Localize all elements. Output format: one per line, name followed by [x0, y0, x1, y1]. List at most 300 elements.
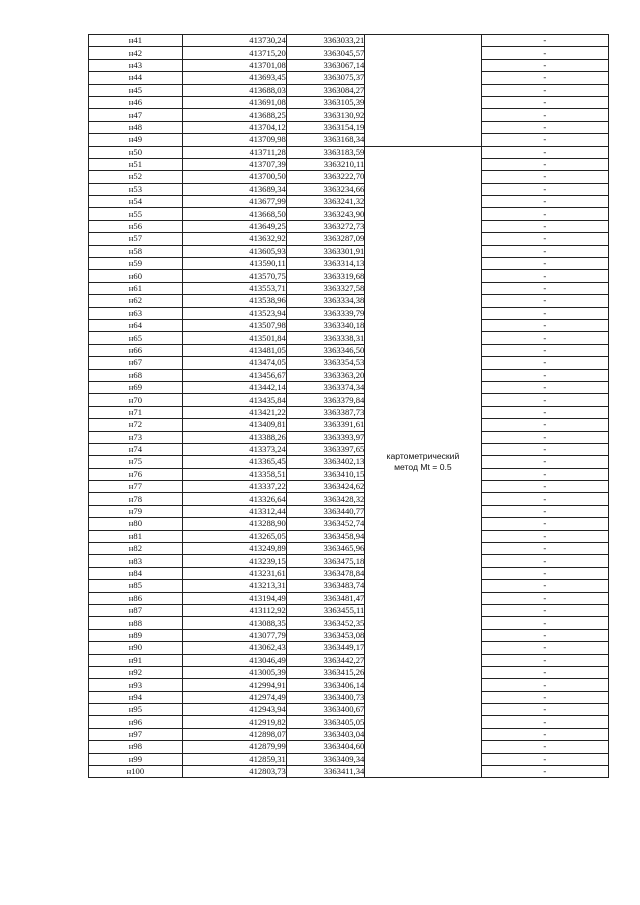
point-number-cell: н96: [89, 716, 183, 728]
table-row: [89, 592, 609, 604]
x-coordinate-cell: 413553,71: [182, 282, 286, 294]
point-number-cell: н52: [89, 171, 183, 183]
y-coordinate-cell: 3363319,68: [286, 270, 365, 282]
table-row: [89, 580, 609, 592]
description-cell: -: [481, 567, 608, 579]
y-coordinate-cell: 3363243,90: [286, 208, 365, 220]
table-row: [89, 753, 609, 765]
table-row: [89, 319, 609, 331]
table-row: [89, 134, 609, 146]
y-coordinate-cell: 3363483,74: [286, 580, 365, 592]
description-cell: -: [481, 369, 608, 381]
point-number-cell: н64: [89, 319, 183, 331]
point-number-cell: н83: [89, 555, 183, 567]
table-row: [89, 468, 609, 480]
point-number-cell: н62: [89, 295, 183, 307]
point-number-cell: н65: [89, 332, 183, 344]
x-coordinate-cell: 413112,92: [182, 604, 286, 616]
y-coordinate-cell: 3363272,73: [286, 220, 365, 232]
description-cell: -: [481, 642, 608, 654]
table-row: [89, 567, 609, 579]
x-coordinate-cell: 413005,39: [182, 666, 286, 678]
x-coordinate-cell: 412859,31: [182, 753, 286, 765]
point-number-cell: н72: [89, 419, 183, 431]
x-coordinate-cell: 413373,24: [182, 443, 286, 455]
table-row: [89, 369, 609, 381]
table-row: [89, 344, 609, 356]
point-number-cell: н82: [89, 543, 183, 555]
description-cell: -: [481, 629, 608, 641]
point-number-cell: н55: [89, 208, 183, 220]
description-cell: -: [481, 406, 608, 418]
x-coordinate-cell: 413481,05: [182, 344, 286, 356]
point-number-cell: н76: [89, 468, 183, 480]
description-cell: -: [481, 419, 608, 431]
description-cell: -: [481, 121, 608, 133]
description-cell: -: [481, 741, 608, 753]
x-coordinate-cell: 413442,14: [182, 381, 286, 393]
description-cell: -: [481, 307, 608, 319]
y-coordinate-cell: 3363339,79: [286, 307, 365, 319]
point-number-cell: н61: [89, 282, 183, 294]
description-cell: -: [481, 617, 608, 629]
description-cell: -: [481, 691, 608, 703]
point-number-cell: н89: [89, 629, 183, 641]
point-number-cell: н49: [89, 134, 183, 146]
description-cell: -: [481, 580, 608, 592]
y-coordinate-cell: 3363409,34: [286, 753, 365, 765]
description-cell: -: [481, 158, 608, 170]
point-number-cell: н78: [89, 493, 183, 505]
y-coordinate-cell: 3363475,18: [286, 555, 365, 567]
description-cell: -: [481, 505, 608, 517]
description-cell: -: [481, 146, 608, 158]
table-row: [89, 35, 609, 47]
table-row: [89, 233, 609, 245]
table-row: [89, 109, 609, 121]
y-coordinate-cell: 3363067,14: [286, 59, 365, 71]
y-coordinate-cell: 3363400,67: [286, 704, 365, 716]
x-coordinate-cell: 413523,94: [182, 307, 286, 319]
y-coordinate-cell: 3363338,31: [286, 332, 365, 344]
point-number-cell: н45: [89, 84, 183, 96]
table-row: [89, 96, 609, 108]
point-number-cell: н77: [89, 481, 183, 493]
description-cell: -: [481, 357, 608, 369]
x-coordinate-cell: 413689,34: [182, 183, 286, 195]
description-cell: -: [481, 196, 608, 208]
table-row: [89, 766, 609, 778]
point-number-cell: н48: [89, 121, 183, 133]
x-coordinate-cell: 412919,82: [182, 716, 286, 728]
description-cell: -: [481, 258, 608, 270]
description-cell: -: [481, 295, 608, 307]
y-coordinate-cell: 3363465,96: [286, 543, 365, 555]
table-row: [89, 679, 609, 691]
description-cell: -: [481, 183, 608, 195]
y-coordinate-cell: 3363354,53: [286, 357, 365, 369]
table-row: [89, 171, 609, 183]
description-cell: -: [481, 456, 608, 468]
x-coordinate-cell: 413501,84: [182, 332, 286, 344]
x-coordinate-cell: 412803,73: [182, 766, 286, 778]
point-number-cell: н90: [89, 642, 183, 654]
y-coordinate-cell: 3363340,18: [286, 319, 365, 331]
method-text-line: метод Mt = 0.5: [394, 461, 452, 472]
point-number-cell: н97: [89, 728, 183, 740]
y-coordinate-cell: 3363458,94: [286, 530, 365, 542]
description-cell: -: [481, 679, 608, 691]
point-number-cell: н73: [89, 431, 183, 443]
description-cell: -: [481, 518, 608, 530]
y-coordinate-cell: 3363424,62: [286, 481, 365, 493]
table-row: [89, 629, 609, 641]
x-coordinate-cell: 413709,98: [182, 134, 286, 146]
description-cell: -: [481, 208, 608, 220]
description-cell: -: [481, 319, 608, 331]
y-coordinate-cell: 3363130,92: [286, 109, 365, 121]
point-number-cell: н66: [89, 344, 183, 356]
x-coordinate-cell: 412943,94: [182, 704, 286, 716]
x-coordinate-cell: 413388,26: [182, 431, 286, 443]
point-number-cell: н46: [89, 96, 183, 108]
description-cell: -: [481, 233, 608, 245]
x-coordinate-cell: 413704,12: [182, 121, 286, 133]
description-cell: -: [481, 134, 608, 146]
x-coordinate-cell: 412879,99: [182, 741, 286, 753]
y-coordinate-cell: 3363084,27: [286, 84, 365, 96]
table-row: [89, 282, 609, 294]
point-number-cell: н85: [89, 580, 183, 592]
x-coordinate-cell: 412974,49: [182, 691, 286, 703]
point-number-cell: н92: [89, 666, 183, 678]
table-row: [89, 394, 609, 406]
table-row: [89, 728, 609, 740]
y-coordinate-cell: 3363045,57: [286, 47, 365, 59]
point-number-cell: н74: [89, 443, 183, 455]
table-row: [89, 245, 609, 257]
table-row: [89, 493, 609, 505]
y-coordinate-cell: 3363393,97: [286, 431, 365, 443]
description-cell: -: [481, 332, 608, 344]
point-number-cell: н88: [89, 617, 183, 629]
y-coordinate-cell: 3363453,08: [286, 629, 365, 641]
y-coordinate-cell: 3363410,15: [286, 468, 365, 480]
table-row: [89, 146, 609, 158]
y-coordinate-cell: 3363379,84: [286, 394, 365, 406]
y-coordinate-cell: 3363404,60: [286, 741, 365, 753]
table-row: [89, 617, 609, 629]
table-row: [89, 47, 609, 59]
y-coordinate-cell: 3363154,19: [286, 121, 365, 133]
description-cell: -: [481, 654, 608, 666]
point-number-cell: н51: [89, 158, 183, 170]
table-row: [89, 208, 609, 220]
x-coordinate-cell: 413538,96: [182, 295, 286, 307]
table-row: [89, 406, 609, 418]
point-number-cell: н41: [89, 35, 183, 47]
x-coordinate-cell: 413605,93: [182, 245, 286, 257]
x-coordinate-cell: 413730,24: [182, 35, 286, 47]
point-number-cell: н81: [89, 530, 183, 542]
x-coordinate-cell: 413337,22: [182, 481, 286, 493]
x-coordinate-cell: 413249,89: [182, 543, 286, 555]
point-number-cell: н58: [89, 245, 183, 257]
y-coordinate-cell: 3363455,11: [286, 604, 365, 616]
description-cell: -: [481, 543, 608, 555]
description-cell: -: [481, 381, 608, 393]
table-row: [89, 381, 609, 393]
description-cell: -: [481, 766, 608, 778]
y-coordinate-cell: 3363481,47: [286, 592, 365, 604]
y-coordinate-cell: 3363478,84: [286, 567, 365, 579]
description-cell: -: [481, 344, 608, 356]
table-row: [89, 295, 609, 307]
y-coordinate-cell: 3363222,70: [286, 171, 365, 183]
description-cell: -: [481, 443, 608, 455]
table-row: [89, 604, 609, 616]
table-row: [89, 258, 609, 270]
x-coordinate-cell: 413507,98: [182, 319, 286, 331]
method-cell: [365, 146, 481, 778]
x-coordinate-cell: 413590,11: [182, 258, 286, 270]
x-coordinate-cell: 413358,51: [182, 468, 286, 480]
table-row: [89, 84, 609, 96]
x-coordinate-cell: 413715,20: [182, 47, 286, 59]
y-coordinate-cell: 3363287,09: [286, 233, 365, 245]
y-coordinate-cell: 3363402,13: [286, 456, 365, 468]
x-coordinate-cell: 413231,61: [182, 567, 286, 579]
x-coordinate-cell: 413046,49: [182, 654, 286, 666]
description-cell: -: [481, 666, 608, 678]
description-cell: -: [481, 704, 608, 716]
point-number-cell: н47: [89, 109, 183, 121]
table-row: [89, 419, 609, 431]
table-row: [89, 704, 609, 716]
description-cell: -: [481, 530, 608, 542]
y-coordinate-cell: 3363387,73: [286, 406, 365, 418]
x-coordinate-cell: 413668,50: [182, 208, 286, 220]
description-cell: -: [481, 592, 608, 604]
x-coordinate-cell: 413077,79: [182, 629, 286, 641]
y-coordinate-cell: 3363234,66: [286, 183, 365, 195]
point-number-cell: н95: [89, 704, 183, 716]
y-coordinate-cell: 3363440,77: [286, 505, 365, 517]
description-cell: -: [481, 171, 608, 183]
description-cell: -: [481, 59, 608, 71]
description-cell: -: [481, 109, 608, 121]
x-coordinate-cell: 413288,90: [182, 518, 286, 530]
x-coordinate-cell: 413711,28: [182, 146, 286, 158]
point-number-cell: н75: [89, 456, 183, 468]
description-cell: -: [481, 84, 608, 96]
table-row: [89, 543, 609, 555]
y-coordinate-cell: 3363210,11: [286, 158, 365, 170]
y-coordinate-cell: 3363183,59: [286, 146, 365, 158]
point-number-cell: н68: [89, 369, 183, 381]
point-number-cell: н57: [89, 233, 183, 245]
table-row: [89, 555, 609, 567]
point-number-cell: н63: [89, 307, 183, 319]
y-coordinate-cell: 3363452,35: [286, 617, 365, 629]
y-coordinate-cell: 3363363,20: [286, 369, 365, 381]
table-row: [89, 357, 609, 369]
description-cell: -: [481, 728, 608, 740]
x-coordinate-cell: 413649,25: [182, 220, 286, 232]
y-coordinate-cell: 3363033,21: [286, 35, 365, 47]
description-cell: -: [481, 716, 608, 728]
x-coordinate-cell: 413632,92: [182, 233, 286, 245]
description-cell: -: [481, 35, 608, 47]
point-number-cell: н99: [89, 753, 183, 765]
point-number-cell: н69: [89, 381, 183, 393]
table-row: [89, 121, 609, 133]
x-coordinate-cell: 413677,99: [182, 196, 286, 208]
description-cell: -: [481, 431, 608, 443]
description-cell: -: [481, 468, 608, 480]
y-coordinate-cell: 3363442,27: [286, 654, 365, 666]
table-row: [89, 505, 609, 517]
x-coordinate-cell: 413691,08: [182, 96, 286, 108]
description-cell: -: [481, 47, 608, 59]
point-number-cell: н42: [89, 47, 183, 59]
x-coordinate-cell: 413239,15: [182, 555, 286, 567]
x-coordinate-cell: 413194,49: [182, 592, 286, 604]
x-coordinate-cell: 413707,39: [182, 158, 286, 170]
table-row: [89, 741, 609, 753]
table-row: [89, 481, 609, 493]
y-coordinate-cell: 3363452,74: [286, 518, 365, 530]
table-row: [89, 443, 609, 455]
y-coordinate-cell: 3363314,13: [286, 258, 365, 270]
table-row: [89, 642, 609, 654]
point-number-cell: н43: [89, 59, 183, 71]
x-coordinate-cell: 413409,81: [182, 419, 286, 431]
x-coordinate-cell: 413688,25: [182, 109, 286, 121]
y-coordinate-cell: 3363428,32: [286, 493, 365, 505]
x-coordinate-cell: 412994,91: [182, 679, 286, 691]
table-row: [89, 59, 609, 71]
x-coordinate-cell: 413088,35: [182, 617, 286, 629]
x-coordinate-cell: 413688,03: [182, 84, 286, 96]
description-cell: -: [481, 220, 608, 232]
y-coordinate-cell: 3363400,73: [286, 691, 365, 703]
point-number-cell: н71: [89, 406, 183, 418]
description-cell: -: [481, 245, 608, 257]
x-coordinate-cell: 413365,45: [182, 456, 286, 468]
x-coordinate-cell: 413456,67: [182, 369, 286, 381]
coordinates-table: [88, 34, 609, 778]
x-coordinate-cell: 413435,84: [182, 394, 286, 406]
description-cell: -: [481, 604, 608, 616]
y-coordinate-cell: 3363405,05: [286, 716, 365, 728]
point-number-cell: н93: [89, 679, 183, 691]
table-row: [89, 183, 609, 195]
table-row: [89, 518, 609, 530]
x-coordinate-cell: 413570,75: [182, 270, 286, 282]
table-row: [89, 196, 609, 208]
description-cell: -: [481, 96, 608, 108]
y-coordinate-cell: 3363301,91: [286, 245, 365, 257]
point-number-cell: н87: [89, 604, 183, 616]
point-number-cell: н60: [89, 270, 183, 282]
table-row: [89, 691, 609, 703]
y-coordinate-cell: 3363391,61: [286, 419, 365, 431]
y-coordinate-cell: 3363415,26: [286, 666, 365, 678]
table-row: [89, 431, 609, 443]
x-coordinate-cell: 413326,64: [182, 493, 286, 505]
x-coordinate-cell: 413312,44: [182, 505, 286, 517]
description-cell: -: [481, 753, 608, 765]
table-row: [89, 456, 609, 468]
y-coordinate-cell: 3363449,17: [286, 642, 365, 654]
point-number-cell: н91: [89, 654, 183, 666]
x-coordinate-cell: 413700,50: [182, 171, 286, 183]
table-row: [89, 72, 609, 84]
y-coordinate-cell: 3363075,37: [286, 72, 365, 84]
point-number-cell: н67: [89, 357, 183, 369]
description-cell: -: [481, 394, 608, 406]
y-coordinate-cell: 3363403,04: [286, 728, 365, 740]
description-cell: -: [481, 481, 608, 493]
table-row: [89, 332, 609, 344]
description-cell: -: [481, 282, 608, 294]
description-cell: -: [481, 270, 608, 282]
x-coordinate-cell: 413693,45: [182, 72, 286, 84]
point-number-cell: н79: [89, 505, 183, 517]
point-number-cell: н84: [89, 567, 183, 579]
point-number-cell: н59: [89, 258, 183, 270]
x-coordinate-cell: 413474,05: [182, 357, 286, 369]
description-cell: -: [481, 555, 608, 567]
point-number-cell: н54: [89, 196, 183, 208]
point-number-cell: н53: [89, 183, 183, 195]
x-coordinate-cell: 413062,43: [182, 642, 286, 654]
y-coordinate-cell: 3363346,50: [286, 344, 365, 356]
table-row: [89, 654, 609, 666]
y-coordinate-cell: 3363397,65: [286, 443, 365, 455]
description-cell: -: [481, 493, 608, 505]
method-text-line: картометрический: [386, 450, 460, 461]
point-number-cell: н100: [89, 766, 183, 778]
y-coordinate-cell: 3363168,34: [286, 134, 365, 146]
point-number-cell: н98: [89, 741, 183, 753]
table-row: [89, 220, 609, 232]
point-number-cell: н50: [89, 146, 183, 158]
y-coordinate-cell: 3363374,34: [286, 381, 365, 393]
x-coordinate-cell: 413213,31: [182, 580, 286, 592]
description-cell: -: [481, 72, 608, 84]
x-coordinate-cell: 413421,22: [182, 406, 286, 418]
point-number-cell: н94: [89, 691, 183, 703]
table-row: [89, 716, 609, 728]
table-row: [89, 666, 609, 678]
x-coordinate-cell: 413265,05: [182, 530, 286, 542]
y-coordinate-cell: 3363241,32: [286, 196, 365, 208]
y-coordinate-cell: 3363406,14: [286, 679, 365, 691]
coordinates-table-body: [89, 35, 609, 778]
y-coordinate-cell: 3363411,34: [286, 766, 365, 778]
table-row: [89, 307, 609, 319]
y-coordinate-cell: 3363334,38: [286, 295, 365, 307]
y-coordinate-cell: 3363105,39: [286, 96, 365, 108]
table-row: [89, 158, 609, 170]
point-number-cell: н44: [89, 72, 183, 84]
table-row: [89, 530, 609, 542]
point-number-cell: н80: [89, 518, 183, 530]
x-coordinate-cell: 412898,07: [182, 728, 286, 740]
point-number-cell: н56: [89, 220, 183, 232]
